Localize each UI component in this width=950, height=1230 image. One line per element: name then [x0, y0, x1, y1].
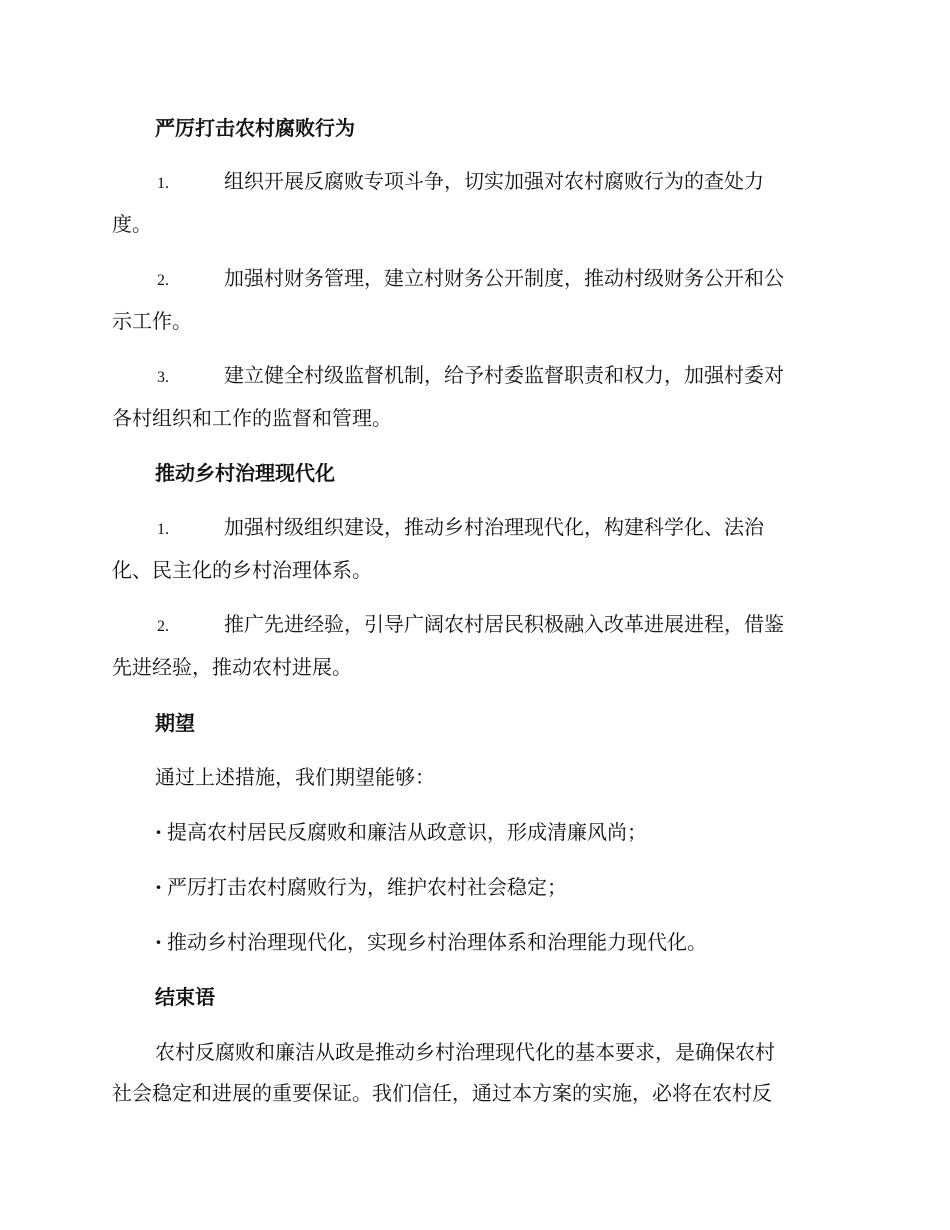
expectation-intro: 通过上述措施，我们期望能够： [155, 765, 435, 789]
conclusion-line: 社会稳定和进展的重要保证。我们信任，通过本方案的实施，必将在农村反 [112, 1081, 772, 1105]
item-text-continued: 示工作。 [112, 309, 192, 333]
item-text-continued: 化、民主化的乡村治理体系。 [112, 558, 372, 582]
item-number: 1. [157, 521, 169, 538]
bullet-item [155, 873, 567, 901]
section-heading-governance: 推动乡村治理现代化 [155, 461, 335, 485]
item-text: 推广先进经验，引导广阔农村居民积极融入改革进展进程，借鉴 [224, 612, 784, 636]
item-text-continued: 各村组织和工作的监督和管理。 [112, 406, 392, 430]
bullet-text: 严厉打击农村腐败行为，维护农村社会稳定； [167, 875, 567, 899]
bullet-text: 提高农村居民反腐败和廉洁从政意识，形成清廉风尚； [167, 820, 647, 844]
list-item [112, 258, 832, 342]
bullet-dot-icon: · [155, 820, 162, 844]
item-text: 加强村财务管理，建立村财务公开制度，推动村级财务公开和公 [224, 266, 784, 290]
item-text: 加强村级组织建设，推动乡村治理现代化，构建科学化、法治 [224, 515, 764, 539]
bullet-dot-icon: · [155, 930, 162, 954]
bullet-dot-icon: · [155, 875, 162, 899]
list-item [112, 604, 832, 688]
item-number: 3. [157, 369, 169, 386]
list-item [112, 161, 832, 245]
list-item [112, 355, 832, 439]
item-number: 1. [157, 175, 169, 192]
item-text: 建立健全村级监督机制，给予村委监督职责和权力，加强村委对 [224, 363, 784, 387]
item-number: 2. [157, 272, 169, 289]
section-heading-conclusion: 结束语 [155, 985, 215, 1009]
section-heading-expectation: 期望 [155, 711, 195, 735]
bullet-text: 推动乡村治理现代化，实现乡村治理体系和治理能力现代化。 [167, 930, 707, 954]
item-text-continued: 度。 [112, 212, 152, 236]
section-heading-crackdown: 严厉打击农村腐败行为 [155, 116, 355, 140]
conclusion-paragraph [112, 1032, 832, 1114]
item-text: 组织开展反腐败专项斗争，切实加强对农村腐败行为的查处力 [224, 169, 764, 193]
bullet-item [155, 928, 707, 956]
conclusion-line: 农村反腐败和廉洁从政是推动乡村治理现代化的基本要求，是确保农村 [155, 1040, 775, 1064]
item-text-continued: 先进经验，推动农村进展。 [112, 655, 352, 679]
list-item [112, 507, 832, 591]
item-number: 2. [157, 618, 169, 635]
bullet-item [155, 818, 647, 846]
